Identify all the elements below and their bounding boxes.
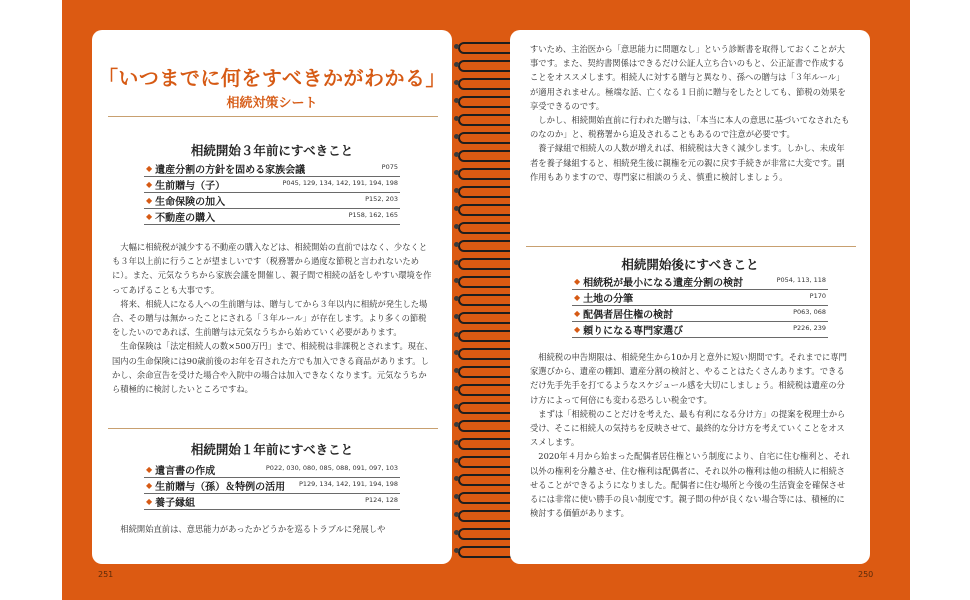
checklist-item: ◆ 配偶者居住権の検討 P063, 068 (574, 308, 826, 321)
binding-ring (452, 472, 518, 486)
binding-ring (452, 490, 518, 504)
binding-ring (452, 310, 518, 324)
page-number-right: 250 (858, 570, 874, 579)
spiral-binding (452, 40, 518, 560)
page-subtitle: 相続対策シート (226, 96, 318, 111)
checklist-3-years (144, 161, 400, 225)
binding-ring (452, 400, 518, 414)
section-divider (108, 428, 438, 429)
left-page (92, 30, 452, 564)
binding-ring (452, 220, 518, 234)
binding-ring (452, 526, 518, 540)
binding-ring (452, 544, 518, 558)
section-heading-1-year: 相続開始１年前にすべきこと (190, 442, 354, 457)
binding-ring (452, 148, 518, 162)
binding-ring (452, 274, 518, 288)
checklist-after (572, 274, 828, 338)
binding-ring (452, 328, 518, 342)
binding-ring (452, 76, 518, 90)
body-text-continued: すいため、主治医から「意思能力に問題なし」という診断書を取得しておくことが大事です。また、契約書関係はできるだけ公証人立ち合いのもと、公正証書で作成することをオススメします。相続人に対する贈与と異なり、孫への贈与は「３年ルール」が適用されません。極端な話、亡くなる１日前に贈与をしたとしても、節税の効果を享受できるのです。 しかし、相続開始直前に行われた贈与は、「本当に本人の意思に基づいてなされたものなのか」と、税務署から追及されることもあるので注意が必要です。 養子縁組で相続人の人数が増えれば、相続税は大きく減少します。しかし、未成年者を養子縁組すると、相続発生後に親権を元の親に戻す手続きが非常に大変です。副作用もありますので、専門家に相談のうえ、慎重に検討しましょう。 (530, 44, 850, 182)
binding-ring (452, 454, 518, 468)
bullet-icon: ◆ (146, 196, 153, 205)
binding-ring (452, 130, 518, 144)
checklist-item: ◆ 土地の分筆 P170 (574, 292, 826, 305)
binding-ring (452, 256, 518, 270)
right-page (510, 30, 870, 564)
title-divider (108, 116, 438, 117)
binding-ring (452, 40, 518, 54)
bullet-icon: ◆ (146, 180, 153, 189)
bullet-icon: ◆ (574, 277, 581, 286)
binding-ring (452, 436, 518, 450)
page-number-left: 251 (98, 570, 114, 579)
bullet-icon: ◆ (574, 309, 581, 318)
section-divider (526, 246, 856, 247)
checklist-item: ◆ 頼りになる専門家選び P226, 239 (574, 324, 826, 337)
binding-ring (452, 418, 518, 432)
bullet-icon: ◆ (146, 164, 153, 173)
bullet-icon: ◆ (574, 325, 581, 334)
page-title: 「いつまでに何をすべきかがわかる」 (97, 66, 447, 90)
binding-ring (452, 382, 518, 396)
bullet-icon: ◆ (146, 212, 153, 221)
section-heading-after: 相続開始後にすべきこと (621, 257, 759, 272)
binding-ring (452, 166, 518, 180)
binding-ring (452, 112, 518, 126)
binding-ring (452, 346, 518, 360)
checklist-item: ◆ 生前贈与（子） P045, 129, 134, 142, 191, 194, 198 (146, 179, 398, 192)
checklist-item: ◆ 不動産の購入 P158, 162, 165 (146, 211, 398, 224)
checklist-item: ◆ 生命保険の加入 P152, 203 (146, 195, 398, 208)
binding-ring (452, 508, 518, 522)
bullet-icon: ◆ (146, 497, 153, 506)
binding-ring (452, 292, 518, 306)
bullet-icon: ◆ (574, 293, 581, 302)
checklist-item: ◆ 相続税が最小になる遺産分割の検討 P054, 113, 118 (574, 276, 826, 289)
checklist-item: ◆ 生前贈与（孫）＆特例の活用 P129, 134, 142, 191, 194, 198 (146, 480, 398, 493)
binding-ring (452, 184, 518, 198)
binding-ring (452, 202, 518, 216)
section-heading-3-years: 相続開始３年前にすべきこと (190, 143, 354, 158)
checklist-item: ◆ 遺産分割の方針を固める家族会議 P075 (146, 163, 398, 176)
checklist-item: ◆ 養子縁組 P124, 128 (146, 496, 398, 509)
checklist-item: ◆ 遺言書の作成 P022, 030, 080, 085, 088, 091, 097, 103 (146, 464, 398, 477)
binding-ring (452, 58, 518, 72)
body-text-after: 相続税の申告期限は、相続発生から10か月と意外に短い期間です。それまでに専門家選びから、遺産の棚卸、遺産分割の検討と、やることはたくさんあります。できるだけ先手先手を打てるようなスケジュール感を大切にしましょう。相続税は遺産の分け方によって何倍にも変わる恐ろしい税金です。 まずは「相続税のことだけを考えた、最も有利になる分け方」の提案を税理士から受け、そこに相続人の気持ちを反映させて、最終的な分け方を考えていくことをオススメします。 2020年４月から始まった配偶者居住権という制度により、自宅に住む権利と、それ以外の権利を分離させ、住む権利は配偶者に、それ以外の権利は他の相続人に相続させることができるようになりました。配偶者に住む場所と今後の生活資金を確保させるには非常に使い勝手の良い制度です。親子間の仲が良くない場合等には、積極的に検討する価値があります。 (530, 352, 850, 519)
body-text-3-years: 大幅に相続税が減少する不動産の購入などは、相続開始の直前ではなく、少なくとも３年以上前に行うことが望ましいです（税務署から過度な節税と言われないために）。また、元気なうちから家族会議を開催し、親子間で相続の話をしやすい環境を作ってあげることも大事です。 将来、相続人になる人への生前贈与は、贈与してから３年以内に相続が発生した場合、その贈与は無かったことにされる「３年ルール」が存在します。より多くの節税をしたいのであれば、生前贈与は元気なうちから始めていく必要があります。 生命保険は「法定相続人の数×500万円」まで、相続税は非課税とされます。現在、国内の生命保険には90歳前後のお年を召された方でも加入できる商品があります。しかし、余命宣告を受けた場合や入院中の場合は加入できなくなります。元気なうちから積極的に検討したいところですね。 (112, 242, 433, 395)
binding-ring (452, 238, 518, 252)
binding-ring (452, 364, 518, 378)
bullet-icon: ◆ (146, 481, 153, 490)
checklist-1-year (144, 462, 400, 510)
bullet-icon: ◆ (146, 465, 153, 474)
binding-ring (452, 94, 518, 108)
body-text-1-year: 相続開始直前は、意思能力があったかどうかを巡るトラブルに発展しや (120, 524, 386, 534)
